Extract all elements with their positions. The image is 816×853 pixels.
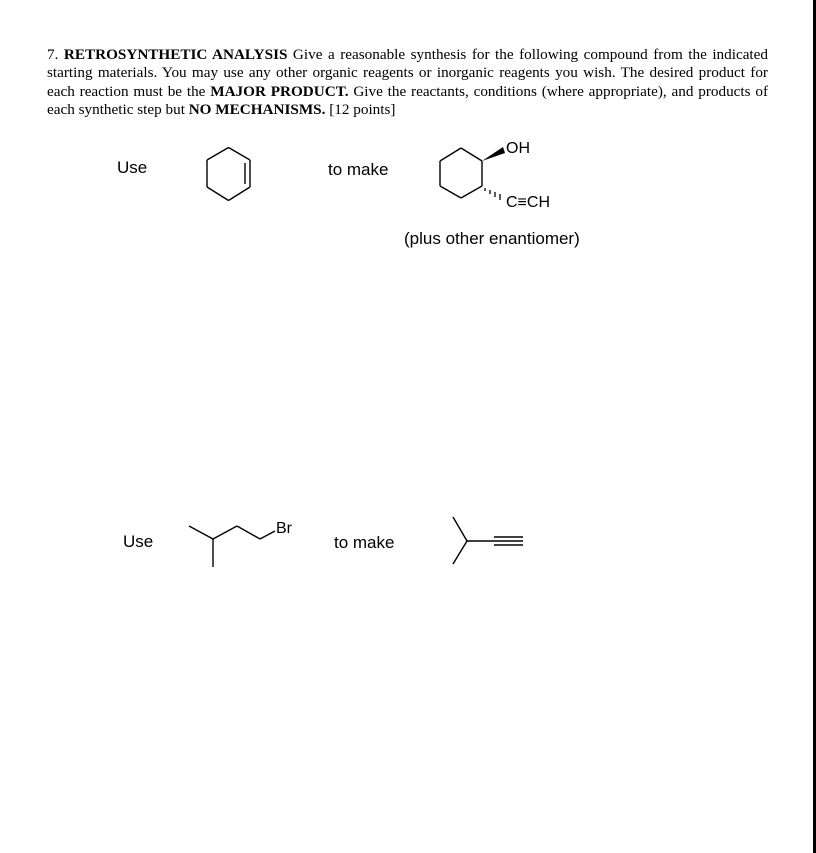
- problem1-to-make-label: to make: [328, 160, 389, 179]
- question-heading: RETROSYNTHETIC ANALYSIS: [63, 46, 288, 63]
- question-number: 7.: [47, 46, 59, 63]
- no-mechanisms-emphasis: NO MECHANISMS.: [188, 100, 326, 118]
- question-body-1: Give a reasonable synthesis for the following compound from the indicated starting materials. You may use any other organic reagents or inorganic reagents you wish. The desired product for each reaction must be the: [47, 46, 768, 100]
- cyclohexene-structure: [190, 140, 270, 210]
- problem2-use-label: Use: [123, 532, 154, 551]
- major-product-emphasis: MAJOR PRODUCT.: [210, 82, 349, 100]
- product-oh-label: OH: [506, 140, 530, 157]
- bromo-label: Br: [276, 520, 292, 537]
- bromo-methylpentane-structure: [180, 510, 310, 580]
- question-body-2: Give the reactants, conditions (where appropriate), and products of each synthetic step but: [47, 82, 768, 118]
- terminal-alkyne-structure: [445, 510, 535, 570]
- enantiomer-note: (plus other enantiomer): [404, 229, 580, 248]
- problem2-to-make-label: to make: [334, 533, 395, 552]
- product-alkyne-label: C≡CH: [506, 194, 550, 211]
- question-points: [12 points]: [325, 100, 396, 118]
- cyclohexanol-ethynyl-structure: [430, 135, 570, 215]
- problem1-use-label: Use: [117, 158, 148, 177]
- question-text: [47, 46, 768, 119]
